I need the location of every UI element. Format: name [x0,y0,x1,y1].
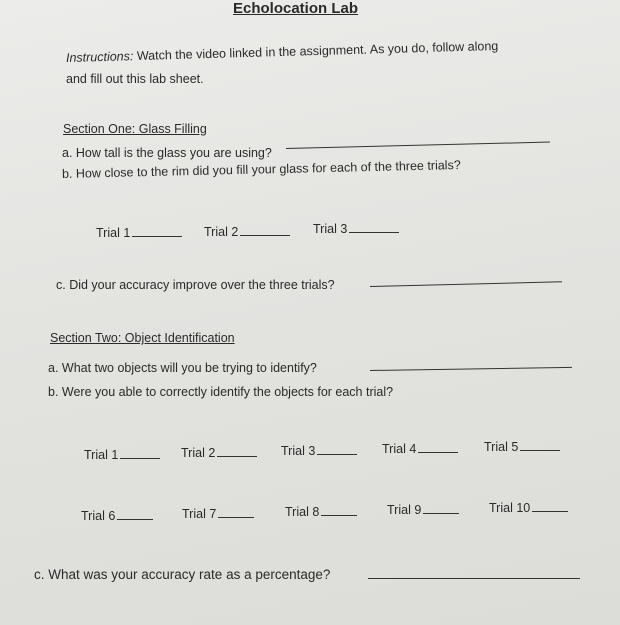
s2-trial-5 [484,440,560,454]
s2-trial-3-blank[interactable] [317,444,357,455]
section-one-question-c: c. Did your accuracy improve over the three trials? [56,278,335,292]
answer-line-glass-height[interactable] [286,142,550,149]
answer-line-accuracy-rate[interactable] [368,578,580,579]
section-two-question-c: c. What was your accuracy rate as a percentage? [34,567,331,582]
s2-trial-4-label: Trial 4 [382,442,417,456]
s2-trial-1 [84,448,160,462]
s2-trial-8-blank[interactable] [321,505,357,516]
section-two-question-b: b. Were you able to correctly identify the objects for each trial? [48,385,394,399]
s2-trial-10 [489,501,568,515]
s2-trial-6-blank[interactable] [117,509,153,520]
s2-trial-4-blank[interactable] [418,442,458,453]
s1-trial-2-blank[interactable] [240,225,290,236]
answer-line-accuracy-improve[interactable] [370,281,562,287]
s2-trial-7-blank[interactable] [218,507,254,518]
answer-line-two-objects[interactable] [370,367,572,371]
s2-trial-8-label: Trial 8 [285,505,320,519]
s2-trial-10-blank[interactable] [532,501,568,512]
s2-trial-8 [285,505,357,519]
s2-trial-9 [387,503,459,517]
s1-trial-3-label: Trial 3 [313,222,348,236]
section-one-heading: Section One: Glass Filling [63,122,207,136]
section-two-heading: Section Two: Object Identification [50,331,235,345]
s1-trial-1-label: Trial 1 [96,226,131,240]
s2-trial-7-label: Trial 7 [182,507,217,521]
s2-trial-9-blank[interactable] [423,503,459,514]
s2-trial-1-label: Trial 1 [84,448,119,462]
instructions-label: Instructions: [65,49,134,65]
s1-trial-2 [204,225,290,239]
section-one-question-b: b. How close to the rim did you fill your glass for each of the three trials? [61,157,461,181]
s2-trial-3 [281,444,357,458]
s1-trial-1 [96,226,182,240]
s2-trial-2 [181,446,257,460]
s1-trial-3 [313,222,399,236]
section-two-question-a: a. What two objects will you be trying to identify? [48,361,317,375]
s2-trial-2-label: Trial 2 [181,446,216,460]
page-title: Echolocation Lab [233,0,359,17]
s1-trial-3-blank[interactable] [349,222,399,233]
s2-trial-2-blank[interactable] [217,446,257,457]
s2-trial-10-label: Trial 10 [489,501,531,515]
instructions-line-1 [66,39,499,65]
s2-trial-6-label: Trial 6 [81,509,116,523]
s2-trial-9-label: Trial 9 [387,503,422,517]
s2-trial-5-blank[interactable] [520,440,560,451]
section-one-question-a: a. How tall is the glass you are using? [62,146,272,160]
s2-trial-5-label: Trial 5 [484,440,519,454]
s2-trial-4 [382,442,458,456]
s2-trial-1-blank[interactable] [120,448,160,459]
s2-trial-6 [81,509,153,523]
s1-trial-2-label: Trial 2 [204,225,239,239]
s2-trial-3-label: Trial 3 [281,444,316,458]
s2-trial-7 [182,507,254,521]
instructions-line-2: and fill out this lab sheet. [66,72,204,86]
instructions-text-1: Watch the video linked in the assignment. As you do, follow along [136,38,499,64]
s1-trial-1-blank[interactable] [132,226,182,237]
